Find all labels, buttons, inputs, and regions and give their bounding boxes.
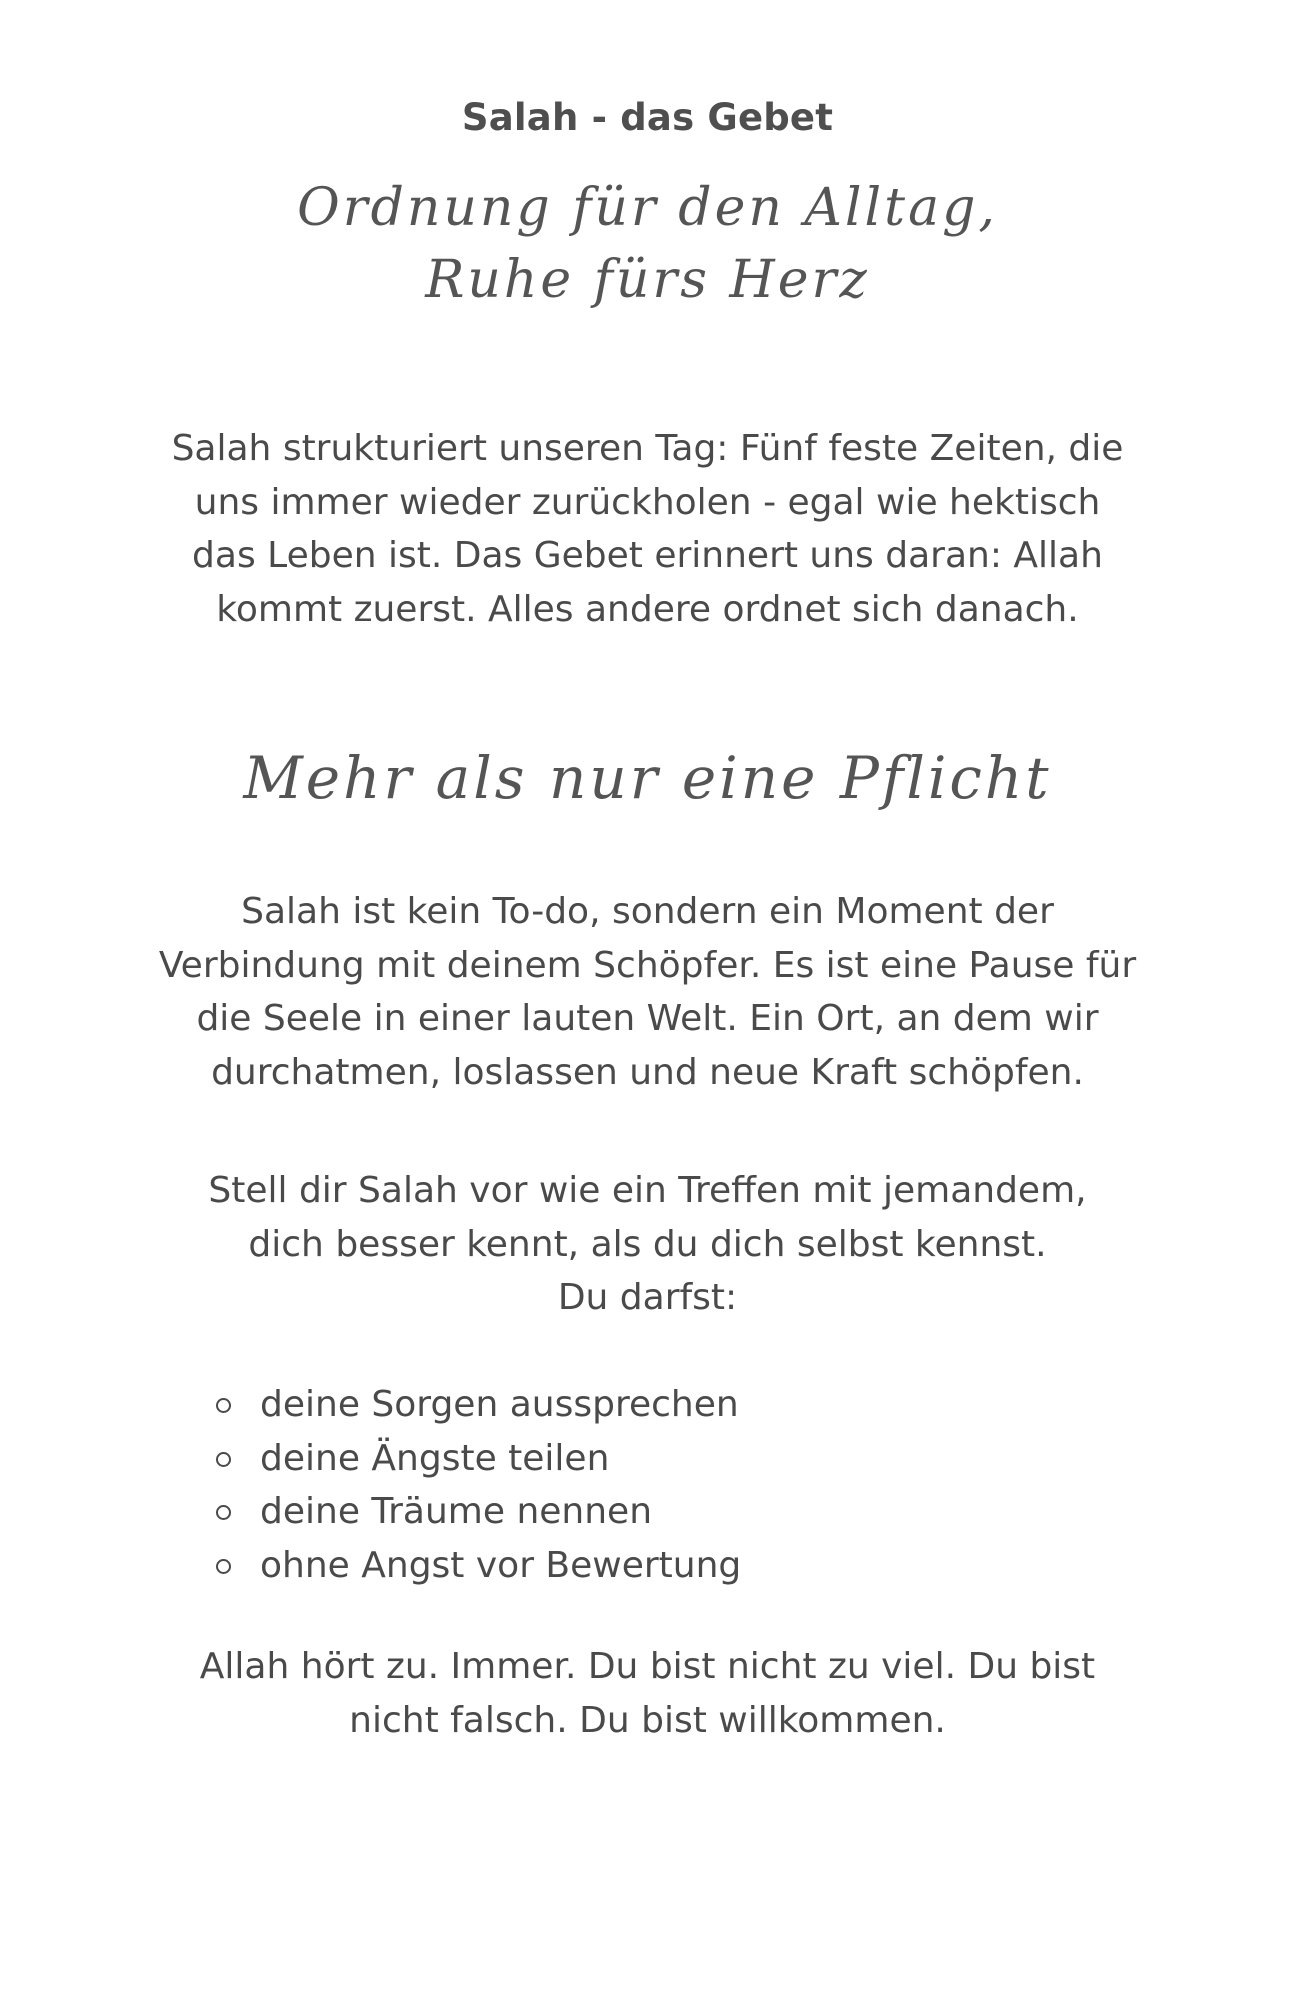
list-item-label: deine Träume nennen (260, 1491, 653, 1532)
paragraph-line: Salah strukturiert unseren Tag: Fünf feste Zeiten, die (171, 428, 1124, 469)
paragraph-line: Du darfst: (557, 1277, 738, 1318)
intro-paragraph (0, 422, 1295, 636)
paragraph-line: durchatmen, loslassen und neue Kraft schöpfen. (211, 1051, 1084, 1093)
page-title: Salah - das Gebet (461, 96, 834, 139)
paragraph-line: Stell dir Salah vor wie ein Treffen mit jemandem, (208, 1170, 1087, 1211)
section-heading: Mehr als nur eine Pflicht (243, 744, 1052, 812)
paragraph-line: Verbindung mit deinem Schöpfer. Es ist eine Pause für (158, 944, 1137, 986)
connection-paragraph (0, 885, 1295, 1099)
list-item-label: ohne Angst vor Bewertung (260, 1544, 742, 1586)
hollow-circle-bullet-icon (216, 1398, 231, 1413)
permission-list (216, 1378, 741, 1592)
meeting-paragraph (0, 1164, 1295, 1325)
hollow-circle-bullet-icon (216, 1505, 231, 1520)
list-item (216, 1485, 741, 1539)
list-item-label: deine Sorgen aussprechen (260, 1384, 739, 1425)
subtitle-line: Ruhe fürs Herz (425, 250, 870, 310)
paragraph-line: Salah ist kein To-do, sondern ein Moment der (241, 891, 1054, 932)
list-item (216, 1378, 741, 1432)
paragraph-line: die Seele in einer lauten Welt. Ein Ort, an dem wir (196, 998, 1099, 1039)
script-subtitle (0, 172, 1295, 316)
paragraph-line: kommt zuerst. Alles andere ordnet sich danach. (216, 588, 1079, 630)
list-item (216, 1432, 741, 1486)
subtitle-line: Ordnung für den Alltag, (297, 178, 998, 238)
paragraph-line: das Leben ist. Das Gebet erinnert uns daran: Allah (192, 535, 1103, 576)
hollow-circle-bullet-icon (216, 1452, 231, 1467)
list-item-label: deine Ängste teilen (260, 1437, 610, 1479)
list-item (216, 1539, 741, 1593)
paragraph-line: dich besser kennt, als du dich selbst kennst. (248, 1223, 1047, 1265)
paragraph-line: nicht falsch. Du bist willkommen. (349, 1699, 946, 1741)
paragraph-line: Allah hört zu. Immer. Du bist nicht zu viel. Du bist (199, 1646, 1096, 1687)
hollow-circle-bullet-icon (216, 1559, 231, 1574)
closing-paragraph (0, 1640, 1295, 1747)
paragraph-line: uns immer wieder zurückholen - egal wie hektisch (194, 481, 1101, 523)
